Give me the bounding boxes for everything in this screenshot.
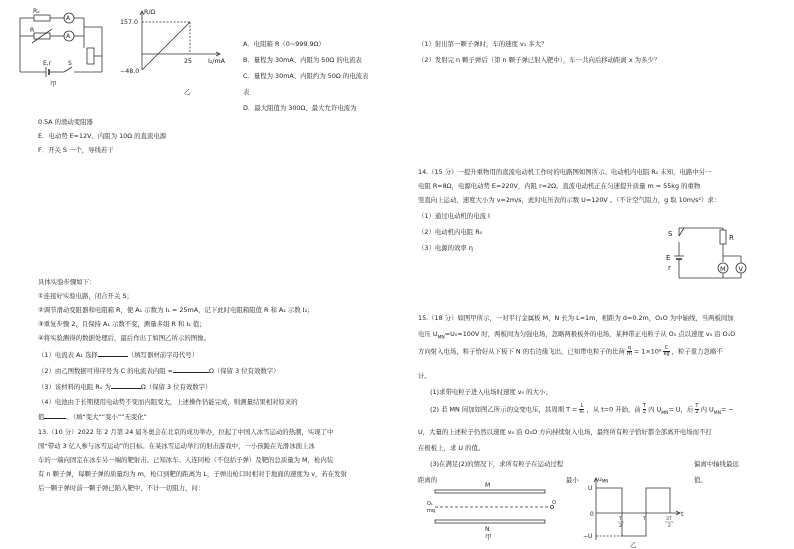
problem-15-line-4: 计。: [418, 372, 431, 380]
switch-label: S: [68, 60, 72, 67]
question-4-tail: 值 。（填“变大”“变小”“无变化”: [38, 413, 147, 421]
alternating-voltage-graph: [580, 476, 690, 548]
figure-caption-voltage: 乙: [630, 541, 637, 549]
circuit-emf-label: E: [666, 254, 671, 262]
voltage-u-tick: U: [588, 485, 593, 492]
problem-13-line-4: 有 n 颗子弹，每颗子弹的质量均为 m，枪口到靶的距离为 L，子弹出枪口时相对于地面的速度为 v，若在发射: [38, 470, 347, 478]
option-c-tail: 表: [243, 88, 250, 96]
graph-r-vs-i2: [120, 8, 230, 98]
plate-m-label: M: [485, 482, 491, 489]
question-3: （3）该材料的电阻 Rₓ 为 Ω（保留 3 位有效数字）: [38, 383, 212, 391]
tick-three-half-period: 3T: [666, 517, 672, 522]
figure-caption-yi: 乙: [184, 88, 191, 96]
voltage-neg-u-tick: −U: [583, 533, 593, 540]
r-label: R: [30, 27, 35, 34]
option-d: D．最大阻值为 300Ω、最大允许电流为: [243, 104, 357, 112]
answer-blank-1[interactable]: [98, 350, 128, 357]
step-3: ③重复步骤 2，且保持 A₁ 示数不变，测量多组 R 和 I₂ 值；: [38, 320, 206, 328]
problem-14-line-3: 竖直向上运动，速度大小为 v=2m/s，此时电压表的示数 U=120V 。（不计空气阻力，g 取 10m/s²）求：: [418, 196, 721, 204]
problem-15-question-3-line-2b: 最小: [566, 476, 579, 484]
half-period-fraction-1: $\frac{T}{2}$: [642, 403, 647, 415]
problem-15-question-3-line-2a: 距离的: [418, 476, 438, 484]
half-period-fraction-2: $\frac{T}{2}$: [695, 403, 699, 415]
option-d-continued: 0.5A 的滑动变阻器: [38, 118, 93, 126]
graph-y-axis-label: R/Ω: [144, 9, 156, 16]
circuit-switch-label: S: [668, 230, 673, 238]
graph-y-bottom-tick: −48.0: [120, 68, 140, 75]
rx-label: Rₓ: [33, 8, 40, 15]
problem-15-question-2: (2) 若 MN 间加如图乙所示的交变电压，其周期 T = $\frac{L}{\text{v₀}}$ ，从 t=0 开始，前 $\frac{T}{2}$ 内 $U_{MN}= U$，后 $\frac{T}{2}$ 内 $U_{MN}=$ −: [430, 403, 734, 416]
particle-label: mq: [427, 508, 436, 514]
circuit-internal-r-label: r: [668, 264, 671, 272]
tick-half-period-den: 2: [619, 524, 622, 529]
circuit-diagram-jia: [12, 8, 117, 88]
question-4: （4）电池由于长期使用电动势不变而内阻变大，上述操作仍能完成，则测量结果相对原来的: [38, 398, 298, 406]
tick-three-half-den: 2: [668, 524, 671, 529]
ammeter-a1-label: A: [66, 15, 71, 22]
parallel-plates-figure: [425, 478, 565, 543]
tick-full-period: T: [643, 517, 646, 522]
tick-half-period: T: [619, 517, 622, 522]
problem-13-line-3: 车的一端向固定在冰车另一端的靶射击。已知冰车、人连同枪（不包括子弹）及靶的总质量为 M，枪内装: [38, 456, 334, 464]
question-1: （1）电流表 A₁ 选择 （填写器材前字母代号）: [38, 351, 199, 359]
answer-blank-3[interactable]: [111, 382, 141, 389]
problem-13-question-1: （1）射出第一颗子弹时，车的速度 v₁ 多大？: [418, 40, 548, 48]
unit-fraction: $\frac{C}{kg}$: [663, 345, 670, 357]
figure-caption-jia: 甲: [50, 80, 57, 88]
motor-icon: M: [720, 265, 726, 273]
option-a: A．电阻箱 R（0~999.9Ω）: [243, 40, 325, 48]
question-2: （2）由乙图数据可得序号为 C 的电流表内阻 = Ω（保留 3 位有效数字）: [38, 367, 280, 375]
step-4: ④将实验测得的数据处理后，最后作出了如图乙所示的图像。: [38, 334, 210, 342]
emf-label: E,r: [43, 60, 52, 67]
voltage-axis-label: $u_{MN}$: [598, 476, 609, 484]
charge-mass-ratio-fraction: $\frac{q}{m}$: [627, 345, 632, 357]
problem-15-line-7: 在极板上，求 U 的值。: [418, 444, 485, 452]
problem-15-question-3-line-2c: 值。: [694, 476, 707, 484]
problem-13-line-5: 后一颗子弹时前一颗子弹已陷入靶中，不计一切阻力，问：: [38, 484, 205, 492]
problem-15-line-3: 方向射入电场，粒子恰好从下板下 N 的右边缘飞出，已知带电粒子的比荷 $\frac{q}{m}$ = 1×10⁶ $\frac{C}{kg}$ ，粒子重力忽略不: [418, 345, 723, 357]
problem-14-line-2: 电阻 R=8Ω，电源电动势 E=220V，内阻 r=2Ω。直流电动机正在匀速提升质量 m = 55kg 的重物: [418, 182, 701, 190]
ammeter-a2-label: A: [66, 33, 71, 40]
problem-14-question-3: （3）电源的效率 η: [418, 244, 473, 252]
problem-15-line-1: 15.（18 分）如图甲所示，一对平行金属板 M、N 长为 L=1m，相距为 d=0.2m，O₁O 为中轴线，当两板间加: [418, 314, 734, 322]
graph-y-top-tick: 157.0: [120, 19, 139, 26]
problem-13-question-2: （2）发射完 n 颗子弹后（第 n 颗子弹已射入靶中），车一共向后移动距离 x 为多少？: [418, 56, 661, 64]
circuit-resistor-label: R: [729, 234, 734, 242]
steps-title: 具体实验步骤如下：: [38, 278, 96, 286]
step-2: ②调节滑动变阻器和电阻箱 R，使 A₁ 示数为 I₁ = 25mA，记下此时电阻箱阻值 R 和 A₂ 示数 I₂；: [38, 306, 314, 314]
problem-13-line-2: 国“带动 3 亿人参与冰雪运动”的目标。在某冰雪运动举行的射击游戏中，一小孩跪在光滑冰面上冰: [38, 442, 315, 450]
problem-14-line-1: 14.（15 分）一提升重物用的直流电动机工作时的电路图如图所示。电动机内电阻 R₀ 未知，电路中另一: [418, 168, 712, 176]
option-e: E．电动势 E=12V、内阻为 10Ω 的直流电源: [38, 132, 167, 140]
problem-15-question-3: (3)在满足(2)的情况下，求所有粒子在运动过程: [430, 460, 564, 468]
problem-15-question-3-tail: 偏离中轴线最远: [694, 460, 739, 468]
option-b: B．量程为 30mA、内阻为 50Ω 的电流表: [243, 56, 362, 64]
step-1: ①连接好实验电路，闭合开关 S；: [38, 292, 133, 300]
period-fraction: $\frac{L}{\text{v₀}}$: [579, 403, 585, 415]
plate-n-label: N: [485, 526, 490, 533]
voltage-zero-tick: 0: [590, 511, 594, 518]
problem-14-question-1: （1）通过电动机的电流 I: [418, 212, 490, 220]
point-o-label: O: [552, 500, 556, 506]
problem-13-line-1: 13.（10 分）2022 年 2 月第 24 届冬奥会在北京的成功举办，拉起了中国人冰雪运动的热潮，实现了中: [38, 428, 334, 436]
problem-15-line-6: U，大量的上述粒子仍然以速度 v₀ 沿 O₁O 方向持续射入电场，最终所有粒子恰好都全部离开电场而不打: [418, 428, 712, 436]
motor-circuit-diagram: [665, 222, 755, 292]
graph-x-axis-label: I₂/mA: [208, 58, 225, 65]
option-f: F．开关 S 一个，导线若干: [38, 146, 114, 154]
problem-15-question-1: (1)求带电粒子进入电场时速度 v₀ 的大小；: [430, 388, 552, 396]
figure-caption-plates: 甲: [485, 533, 492, 541]
point-o1-label: O₁: [427, 501, 433, 507]
answer-blank-4[interactable]: [44, 412, 66, 419]
voltmeter-icon: V: [738, 265, 743, 273]
time-axis-label: t: [681, 510, 684, 518]
answer-blank-2[interactable]: [173, 366, 209, 373]
graph-x-tick: 25: [184, 58, 193, 65]
problem-14-question-2: （2）电动机内电阻 R₀: [418, 228, 483, 236]
option-c: C．量程为 30mA、内阻约为 50Ω 的电流表: [243, 72, 369, 80]
problem-15-line-2: 电压 $U_{MN}=U_0=100V$ 时，两板间为匀强电场，忽略两极板外的电场，某种带正电粒子从 O₁ 点以速度 v₀ 沿 O₁O: [418, 330, 736, 341]
